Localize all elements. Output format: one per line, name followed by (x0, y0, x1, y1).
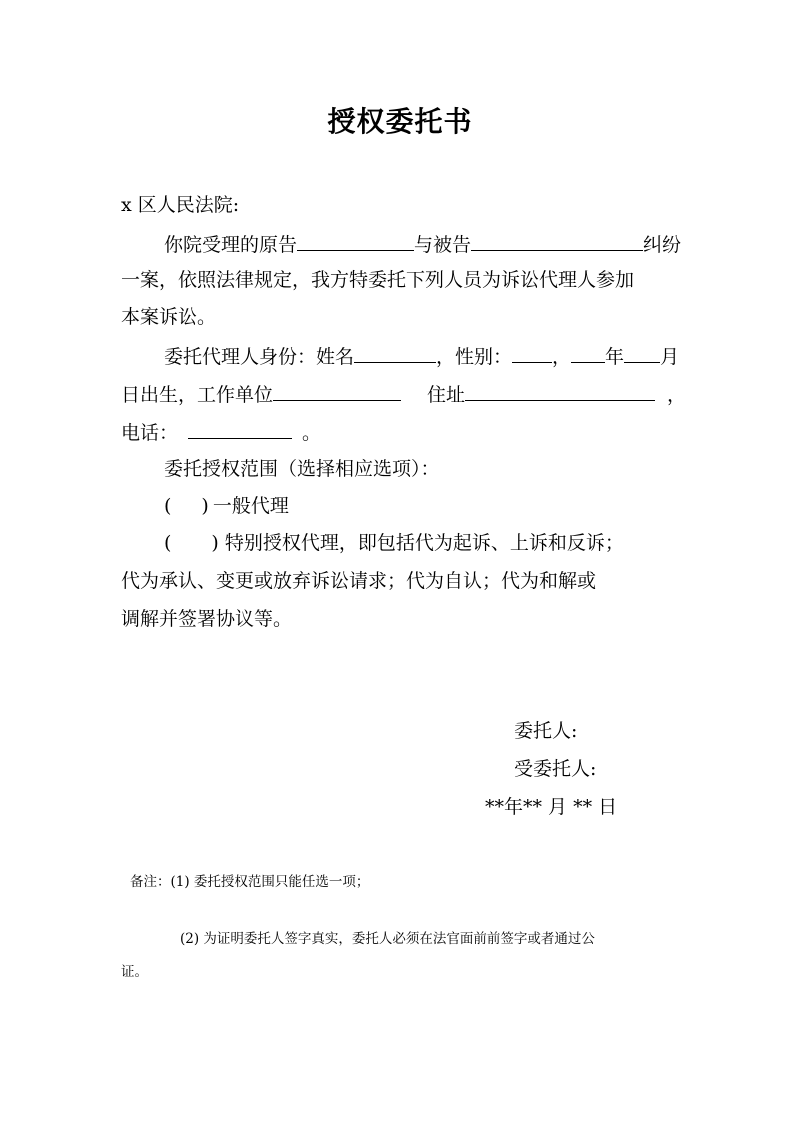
year-label: 年 (605, 346, 625, 368)
agent-name-blank[interactable] (354, 342, 436, 363)
agent-line1 (164, 342, 679, 368)
plaintiff-label: 你院受理的原告 (164, 234, 298, 256)
general-option-label: 一般代理 (212, 495, 289, 517)
agent-gender-blank[interactable] (512, 342, 552, 363)
note-1: 备注：(1) 委托授权范围只能任选一项； (130, 874, 370, 890)
workplace-blank[interactable] (273, 380, 401, 401)
agent-line3 (121, 418, 321, 444)
defendant-label: 与被告 (414, 234, 472, 256)
agent-line2 (121, 380, 686, 406)
addressee: x 区人民法院: (121, 194, 240, 216)
special-option-line2: 代为承认、变更或放弃诉讼请求；代为自认；代为和解或 (121, 570, 597, 592)
document-title: 授权委托书 (327, 105, 473, 138)
birth-month-blank[interactable] (624, 342, 660, 363)
address-label: 住址 (427, 384, 466, 406)
phone-label: 电话： (121, 422, 179, 444)
period: 。 (302, 422, 322, 444)
agent-name-label: 委托代理人身份：姓名 (164, 346, 355, 368)
para1-line2: 一案，依照法律规定，我方特委托下列人员为诉讼代理人参加 (121, 269, 635, 291)
comma: ， (667, 384, 687, 406)
note-2-line1: (2) 为证明委托人签字真实，委托人必须在法官面前前签字或者通过公 (180, 931, 595, 947)
address-blank[interactable] (465, 380, 655, 401)
plaintiff-blank[interactable] (297, 230, 414, 251)
dispute-label: 纠纷 (643, 234, 682, 256)
para1-line1 (164, 230, 681, 256)
scope-heading: 委托授权范围（选择相应选项）： (164, 458, 440, 480)
comma: ， (552, 346, 572, 368)
signature-date: **年** 月 ** 日 (485, 796, 618, 818)
special-option-line3: 调解并签署协议等。 (121, 608, 293, 630)
month-label: 月 (660, 346, 680, 368)
special-option-line1: 特别授权代理，即包括代为起诉、上诉和反诉； (224, 532, 624, 554)
checkbox-close: ) (201, 495, 209, 517)
checkbox-open: ( (164, 495, 172, 517)
option-general[interactable] (164, 493, 289, 519)
note-2-line2: 证。 (121, 964, 148, 980)
checkbox-close: ) (211, 532, 219, 554)
agent-gender-label: ，性别： (436, 346, 513, 368)
phone-blank[interactable] (188, 418, 292, 439)
agent-signature-label: 受委托人: (514, 758, 597, 780)
birth-year-blank[interactable] (571, 342, 605, 363)
defendant-blank[interactable] (471, 230, 643, 251)
para1-line3: 本案诉讼。 (121, 306, 217, 328)
option-special[interactable] (164, 530, 624, 556)
principal-signature-label: 委托人: (514, 720, 578, 742)
checkbox-open: ( (164, 532, 172, 554)
workplace-label: 日出生，工作单位 (121, 384, 274, 406)
